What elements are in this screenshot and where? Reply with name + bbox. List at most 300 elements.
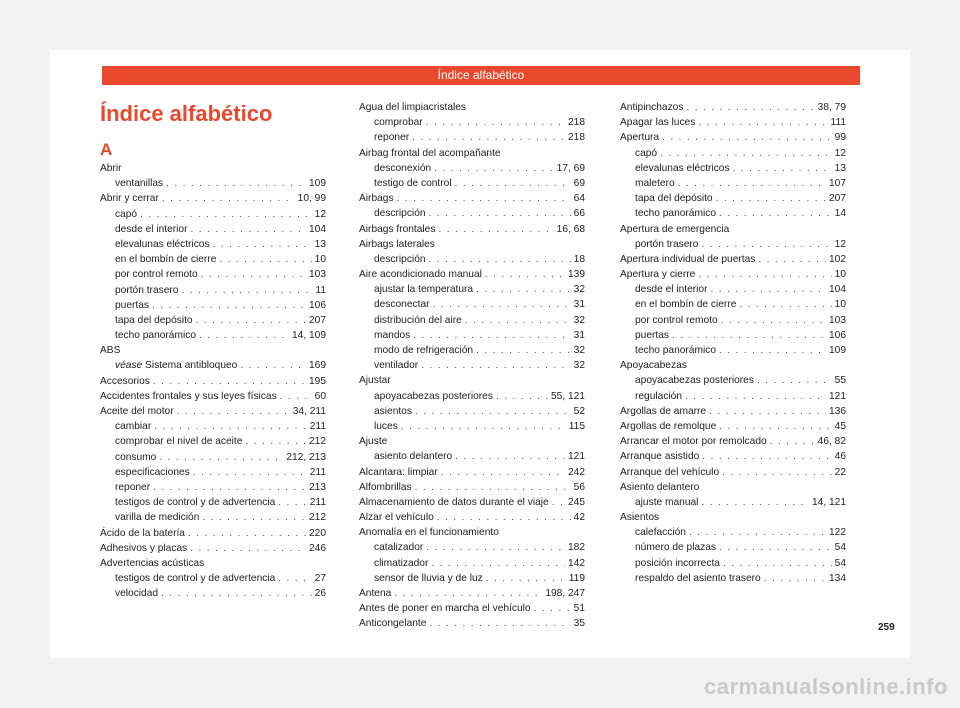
dot-leader bbox=[476, 343, 571, 358]
entry-text: Adhesivos y placas bbox=[100, 542, 188, 554]
index-entry bbox=[359, 222, 585, 237]
entry-pages: 242 bbox=[568, 466, 585, 478]
dot-leader bbox=[455, 176, 571, 191]
entry-label bbox=[359, 525, 499, 540]
dot-leader bbox=[721, 313, 826, 328]
entry-label bbox=[359, 601, 531, 616]
entry-text: descripción bbox=[374, 253, 426, 265]
entry-pages: 12 bbox=[834, 238, 846, 250]
dot-leader bbox=[709, 404, 826, 419]
entry-label bbox=[620, 465, 719, 480]
entry-pages: 211 bbox=[309, 466, 326, 478]
index-entry bbox=[100, 404, 326, 419]
entry-pages: 46 bbox=[834, 451, 846, 463]
entry-label bbox=[115, 480, 150, 495]
entry-label bbox=[359, 495, 549, 510]
index-subentry bbox=[100, 495, 326, 510]
index-column-1 bbox=[100, 140, 326, 601]
entry-text: velocidad bbox=[115, 588, 159, 600]
dot-leader bbox=[662, 130, 832, 145]
entry-text: Alfombrillas bbox=[359, 481, 412, 493]
entry-pages: 35 bbox=[573, 618, 585, 630]
entry-label bbox=[115, 267, 198, 282]
entry-pages: 14, 121 bbox=[812, 496, 846, 508]
entry-label bbox=[374, 419, 398, 434]
entry-pages: 109 bbox=[309, 178, 326, 190]
entry-text: Airbags laterales bbox=[359, 238, 435, 250]
entry-pages: 14 bbox=[834, 208, 846, 220]
entry-pages: 169 bbox=[309, 360, 326, 372]
index-subentry bbox=[100, 283, 326, 298]
dot-leader bbox=[758, 252, 826, 267]
entry-text: asientos bbox=[374, 405, 412, 417]
entry-text: Antipinchazos bbox=[620, 102, 684, 113]
entry-label bbox=[100, 191, 159, 206]
entry-text: Apertura bbox=[620, 132, 660, 144]
entry-pages: 198, 247 bbox=[545, 588, 585, 599]
dot-leader bbox=[140, 207, 312, 222]
index-entry bbox=[359, 146, 585, 161]
entry-text: Accidentes frontales y sus leyes físicas bbox=[100, 390, 277, 402]
entry-text: capó bbox=[115, 208, 138, 220]
entry-text: ABS bbox=[100, 345, 121, 357]
entry-text: especificaciones bbox=[115, 466, 190, 478]
entry-pages: 32 bbox=[573, 314, 585, 326]
entry-pages: 46, 82 bbox=[817, 436, 846, 448]
entry-text: Ajuste bbox=[359, 436, 388, 448]
entry-text: número de plazas bbox=[635, 542, 716, 554]
entry-label bbox=[620, 100, 683, 115]
entry-label bbox=[374, 313, 462, 328]
entry-text: Anomalía en el funcionamiento bbox=[359, 527, 499, 539]
entry-label bbox=[635, 313, 718, 328]
entry-label bbox=[115, 176, 163, 191]
entry-pages: 111 bbox=[830, 117, 846, 129]
index-entry bbox=[620, 480, 846, 495]
entry-label bbox=[100, 374, 150, 389]
dot-leader bbox=[437, 510, 571, 525]
dot-leader bbox=[278, 495, 306, 510]
entry-label bbox=[115, 358, 237, 373]
entry-label bbox=[620, 434, 767, 449]
entry-label bbox=[374, 206, 426, 221]
entry-text: Apoyacabezas bbox=[620, 360, 687, 372]
entry-label bbox=[115, 510, 199, 525]
index-subentry bbox=[100, 450, 326, 465]
entry-text: desconectar bbox=[374, 299, 430, 311]
dot-leader bbox=[401, 419, 566, 434]
entry-pages: 121 bbox=[568, 451, 585, 463]
index-entry bbox=[359, 586, 585, 601]
dot-leader bbox=[429, 252, 571, 267]
entry-label bbox=[359, 146, 501, 161]
entry-label bbox=[115, 434, 242, 449]
dot-leader bbox=[486, 571, 566, 586]
index-subentry bbox=[100, 252, 326, 267]
entry-text: varilla de medición bbox=[115, 512, 200, 524]
entry-pages: 212, 213 bbox=[286, 451, 326, 463]
entry-text: Asiento delantero bbox=[620, 481, 700, 493]
dot-leader bbox=[188, 526, 306, 541]
entry-pages: 32 bbox=[573, 345, 585, 356]
index-subentry bbox=[100, 222, 326, 237]
index-entry bbox=[620, 252, 846, 267]
entry-pages: 27 bbox=[314, 573, 326, 585]
index-subentry bbox=[359, 206, 585, 221]
index-subentry bbox=[620, 540, 846, 555]
entry-pages: 45 bbox=[834, 420, 846, 432]
entry-label bbox=[374, 176, 452, 191]
index-subentry bbox=[359, 130, 585, 145]
index-subentry bbox=[620, 328, 846, 343]
entry-label bbox=[635, 237, 698, 252]
index-subentry bbox=[359, 328, 585, 343]
entry-text: tapa del depósito bbox=[115, 314, 193, 326]
entry-pages: 103 bbox=[309, 269, 326, 281]
entry-text: climatizador bbox=[374, 557, 429, 569]
entry-pages: 55, 121 bbox=[551, 390, 585, 402]
entry-pages: 195 bbox=[309, 375, 326, 387]
index-subentry bbox=[100, 434, 326, 449]
entry-label bbox=[620, 252, 755, 267]
entry-pages: 107 bbox=[829, 177, 846, 189]
page-title: Índice alfabético bbox=[100, 101, 273, 126]
entry-text: apoyacabezas posteriores bbox=[374, 390, 493, 402]
entry-label bbox=[635, 571, 761, 586]
dot-leader bbox=[434, 161, 553, 176]
entry-pages: 119 bbox=[568, 572, 585, 584]
entry-text: desconexión bbox=[374, 162, 432, 174]
dot-leader bbox=[412, 130, 565, 145]
index-entry bbox=[100, 343, 326, 358]
dot-leader bbox=[465, 313, 571, 328]
index-entry bbox=[359, 191, 585, 206]
index-subentry bbox=[620, 191, 846, 206]
entry-text: Aire acondicionado manual bbox=[359, 269, 482, 281]
entry-pages: 213 bbox=[309, 481, 326, 493]
entry-pages: 106 bbox=[309, 299, 326, 311]
index-subentry bbox=[620, 237, 846, 252]
entry-label bbox=[635, 389, 682, 404]
index-entry bbox=[359, 373, 585, 388]
entry-pages: 104 bbox=[309, 223, 326, 235]
index-entry bbox=[620, 449, 846, 464]
entry-text: Asientos bbox=[620, 512, 660, 524]
entry-pages: 104 bbox=[829, 284, 846, 296]
entry-pages: 134 bbox=[829, 572, 846, 584]
entry-pages: 218 bbox=[568, 132, 585, 144]
dot-leader bbox=[689, 525, 826, 540]
entry-pages: 56 bbox=[573, 481, 585, 493]
entry-text: reponer bbox=[374, 132, 410, 144]
entry-label bbox=[374, 282, 473, 297]
entry-text: testigos de control y de advertencia bbox=[115, 573, 276, 585]
entry-pages: 212 bbox=[309, 512, 326, 524]
entry-pages: 14, 109 bbox=[292, 330, 326, 342]
entry-text: Antes de poner en marcha el vehículo bbox=[359, 603, 531, 615]
dot-leader bbox=[426, 115, 565, 130]
entry-text: por control remoto bbox=[635, 314, 718, 326]
index-subentry bbox=[100, 419, 326, 434]
index-entry bbox=[620, 465, 846, 480]
dot-leader bbox=[219, 252, 311, 267]
entry-text: capó bbox=[635, 147, 658, 159]
see-reference: véase bbox=[115, 360, 143, 372]
dot-leader bbox=[685, 389, 826, 404]
index-entry bbox=[359, 434, 585, 449]
entry-pages: 207 bbox=[829, 193, 846, 205]
entry-label bbox=[115, 571, 275, 586]
entry-text: en el bombín de cierre bbox=[635, 299, 737, 311]
index-subentry bbox=[100, 328, 326, 343]
dot-leader bbox=[202, 510, 306, 525]
entry-text: tapa del depósito bbox=[635, 193, 713, 205]
index-entry bbox=[359, 267, 585, 282]
entry-label bbox=[374, 297, 430, 312]
entry-label bbox=[374, 343, 473, 358]
index-entry bbox=[359, 100, 585, 115]
entry-text: Alzar el vehículo bbox=[359, 512, 434, 524]
entry-label bbox=[374, 389, 493, 404]
dot-leader bbox=[240, 358, 306, 373]
entry-text: respaldo del asiento trasero bbox=[635, 572, 761, 584]
entry-pages: 32 bbox=[573, 284, 585, 296]
index-subentry bbox=[359, 419, 585, 434]
index-entry bbox=[620, 222, 846, 237]
entry-pages: 16, 68 bbox=[556, 223, 585, 235]
entry-label bbox=[635, 328, 669, 343]
dot-leader bbox=[764, 571, 826, 586]
entry-text: sensor de lluvia y de luz bbox=[374, 572, 483, 584]
entry-label bbox=[635, 206, 716, 221]
entry-text: Sistema antibloqueo bbox=[145, 360, 238, 372]
entry-text: Arranque asistido bbox=[620, 451, 700, 463]
index-letter: A bbox=[100, 140, 113, 159]
entry-label bbox=[359, 586, 391, 601]
entry-label bbox=[635, 146, 657, 161]
entry-text: asiento delantero bbox=[374, 451, 453, 463]
index-subentry bbox=[620, 343, 846, 358]
entry-label bbox=[359, 616, 426, 631]
entry-label bbox=[635, 495, 698, 510]
entry-text: en el bombín de cierre bbox=[115, 254, 217, 266]
dot-leader bbox=[280, 389, 312, 404]
index-entry bbox=[359, 495, 585, 510]
entry-label bbox=[115, 586, 158, 601]
entry-label bbox=[374, 404, 412, 419]
entry-label bbox=[374, 449, 452, 464]
entry-text: ajustar la temperatura bbox=[374, 284, 474, 296]
entry-pages: 60 bbox=[314, 390, 326, 402]
entry-label bbox=[620, 449, 699, 464]
dot-leader bbox=[701, 237, 831, 252]
entry-text: Apertura de emergencia bbox=[620, 223, 730, 235]
entry-text: Anticongelante bbox=[359, 618, 427, 630]
entry-label bbox=[359, 510, 434, 525]
index-subentry bbox=[359, 161, 585, 176]
index-subentry bbox=[359, 389, 585, 404]
dot-leader bbox=[702, 449, 831, 464]
entry-pages: 246 bbox=[309, 542, 326, 554]
entry-label bbox=[359, 222, 435, 237]
entry-pages: 12 bbox=[314, 208, 326, 220]
entry-pages: 109 bbox=[829, 345, 846, 356]
entry-pages: 51 bbox=[573, 603, 585, 615]
entry-text: ajuste manual bbox=[635, 496, 699, 508]
entry-text: Alcantara: limpiar bbox=[359, 466, 438, 478]
dot-leader bbox=[660, 146, 832, 161]
dot-leader bbox=[438, 222, 553, 237]
dot-leader bbox=[191, 222, 307, 237]
index-subentry bbox=[100, 586, 326, 601]
dot-leader bbox=[672, 328, 826, 343]
dot-leader bbox=[686, 100, 814, 115]
dot-leader bbox=[719, 206, 832, 221]
entry-text: Abrir bbox=[100, 163, 122, 174]
entry-pages: 31 bbox=[573, 329, 585, 341]
index-subentry bbox=[359, 571, 585, 586]
entry-label bbox=[115, 237, 210, 252]
entry-text: Airbag frontal del acompañante bbox=[359, 147, 501, 159]
index-subentry bbox=[100, 571, 326, 586]
dot-leader bbox=[722, 465, 832, 480]
entry-text: Ajustar bbox=[359, 375, 391, 387]
dot-leader bbox=[421, 358, 570, 373]
entry-label bbox=[100, 404, 174, 419]
entry-text: Antena bbox=[359, 588, 392, 599]
dot-leader bbox=[245, 434, 306, 449]
entry-label bbox=[100, 526, 185, 541]
dot-leader bbox=[431, 556, 565, 571]
entry-pages: 182 bbox=[568, 542, 585, 554]
dot-leader bbox=[678, 176, 826, 191]
entry-label bbox=[115, 313, 193, 328]
entry-pages: 10 bbox=[314, 254, 326, 266]
entry-label bbox=[115, 419, 151, 434]
dot-leader bbox=[698, 115, 827, 130]
entry-pages: 32 bbox=[573, 360, 585, 372]
entry-pages: 207 bbox=[309, 314, 326, 326]
index-entry bbox=[620, 358, 846, 373]
entry-pages: 26 bbox=[314, 588, 326, 600]
entry-text: desde el interior bbox=[115, 223, 188, 235]
dot-leader bbox=[429, 616, 570, 631]
entry-text: techo panorámico bbox=[635, 208, 716, 220]
entry-text: maletero bbox=[635, 177, 675, 189]
dot-leader bbox=[698, 267, 831, 282]
index-subentry bbox=[620, 373, 846, 388]
entry-text: Airbags bbox=[359, 193, 394, 205]
index-entry bbox=[100, 191, 326, 206]
dot-leader bbox=[770, 434, 815, 449]
entry-label bbox=[115, 465, 190, 480]
entry-label bbox=[115, 222, 188, 237]
index-entry bbox=[359, 601, 585, 616]
entry-pages: 121 bbox=[829, 390, 846, 402]
index-entry bbox=[620, 404, 846, 419]
watermark-text: carmanualsonline.info bbox=[704, 674, 948, 699]
entry-label bbox=[620, 419, 716, 434]
dot-leader bbox=[154, 419, 307, 434]
dot-leader bbox=[426, 540, 565, 555]
entry-label bbox=[374, 130, 409, 145]
index-subentry bbox=[359, 252, 585, 267]
dot-leader bbox=[397, 191, 571, 206]
entry-pages: 13 bbox=[314, 238, 326, 250]
entry-label bbox=[635, 373, 754, 388]
dot-leader bbox=[177, 404, 290, 419]
index-entry bbox=[359, 465, 585, 480]
dot-leader bbox=[181, 283, 312, 298]
entry-label bbox=[100, 556, 204, 571]
index-subentry bbox=[620, 389, 846, 404]
dot-leader bbox=[196, 313, 306, 328]
entry-label bbox=[374, 115, 423, 130]
entry-text: modo de refrigeración bbox=[374, 345, 474, 356]
entry-pages: 115 bbox=[568, 420, 585, 432]
entry-pages: 42 bbox=[573, 512, 585, 524]
entry-label bbox=[374, 328, 410, 343]
entry-label bbox=[635, 556, 720, 571]
entry-text: Aceite del motor bbox=[100, 406, 174, 417]
index-subentry bbox=[100, 176, 326, 191]
entry-pages: 10 bbox=[834, 269, 846, 281]
entry-label bbox=[620, 480, 699, 495]
entry-text: testigos de control y de advertencia bbox=[115, 497, 276, 509]
index-subentry bbox=[100, 465, 326, 480]
dot-leader bbox=[162, 191, 295, 206]
entry-label bbox=[620, 267, 695, 282]
entry-text: catalizador bbox=[374, 542, 424, 554]
entry-pages: 66 bbox=[573, 208, 585, 220]
entry-pages: 211 bbox=[309, 497, 326, 509]
dot-leader bbox=[394, 586, 542, 601]
entry-pages: 64 bbox=[573, 193, 585, 205]
entry-text: reponer bbox=[115, 481, 151, 493]
index-subentry bbox=[359, 358, 585, 373]
index-subentry bbox=[620, 282, 846, 297]
entry-text: Argollas de amarre bbox=[620, 405, 707, 417]
entry-pages: 142 bbox=[568, 557, 585, 569]
dot-leader bbox=[534, 601, 571, 616]
entry-label bbox=[635, 191, 713, 206]
index-subentry bbox=[100, 480, 326, 495]
entry-pages: 212 bbox=[309, 436, 326, 448]
section-header-bar: Índice alfabético bbox=[102, 66, 860, 85]
entry-text: Apagar las luces bbox=[620, 117, 696, 129]
entry-pages: 17, 69 bbox=[556, 162, 585, 174]
index-subentry bbox=[359, 297, 585, 312]
entry-pages: 13 bbox=[834, 162, 846, 174]
dot-leader bbox=[757, 373, 832, 388]
entry-pages: 218 bbox=[568, 117, 585, 129]
entry-label bbox=[620, 115, 695, 130]
entry-pages: 52 bbox=[573, 405, 585, 417]
entry-text: techo panorámico bbox=[635, 345, 716, 356]
index-entry bbox=[359, 237, 585, 252]
index-subentry bbox=[100, 510, 326, 525]
entry-text: elevalunas eléctricos bbox=[115, 238, 210, 250]
entry-label bbox=[635, 161, 730, 176]
entry-label bbox=[359, 480, 412, 495]
entry-label bbox=[374, 358, 418, 373]
entry-text: Abrir y cerrar bbox=[100, 193, 159, 205]
index-subentry bbox=[100, 237, 326, 252]
entry-text: apoyacabezas posteriores bbox=[635, 375, 754, 387]
entry-label bbox=[359, 434, 387, 449]
index-subentry bbox=[359, 115, 585, 130]
dot-leader bbox=[716, 191, 826, 206]
